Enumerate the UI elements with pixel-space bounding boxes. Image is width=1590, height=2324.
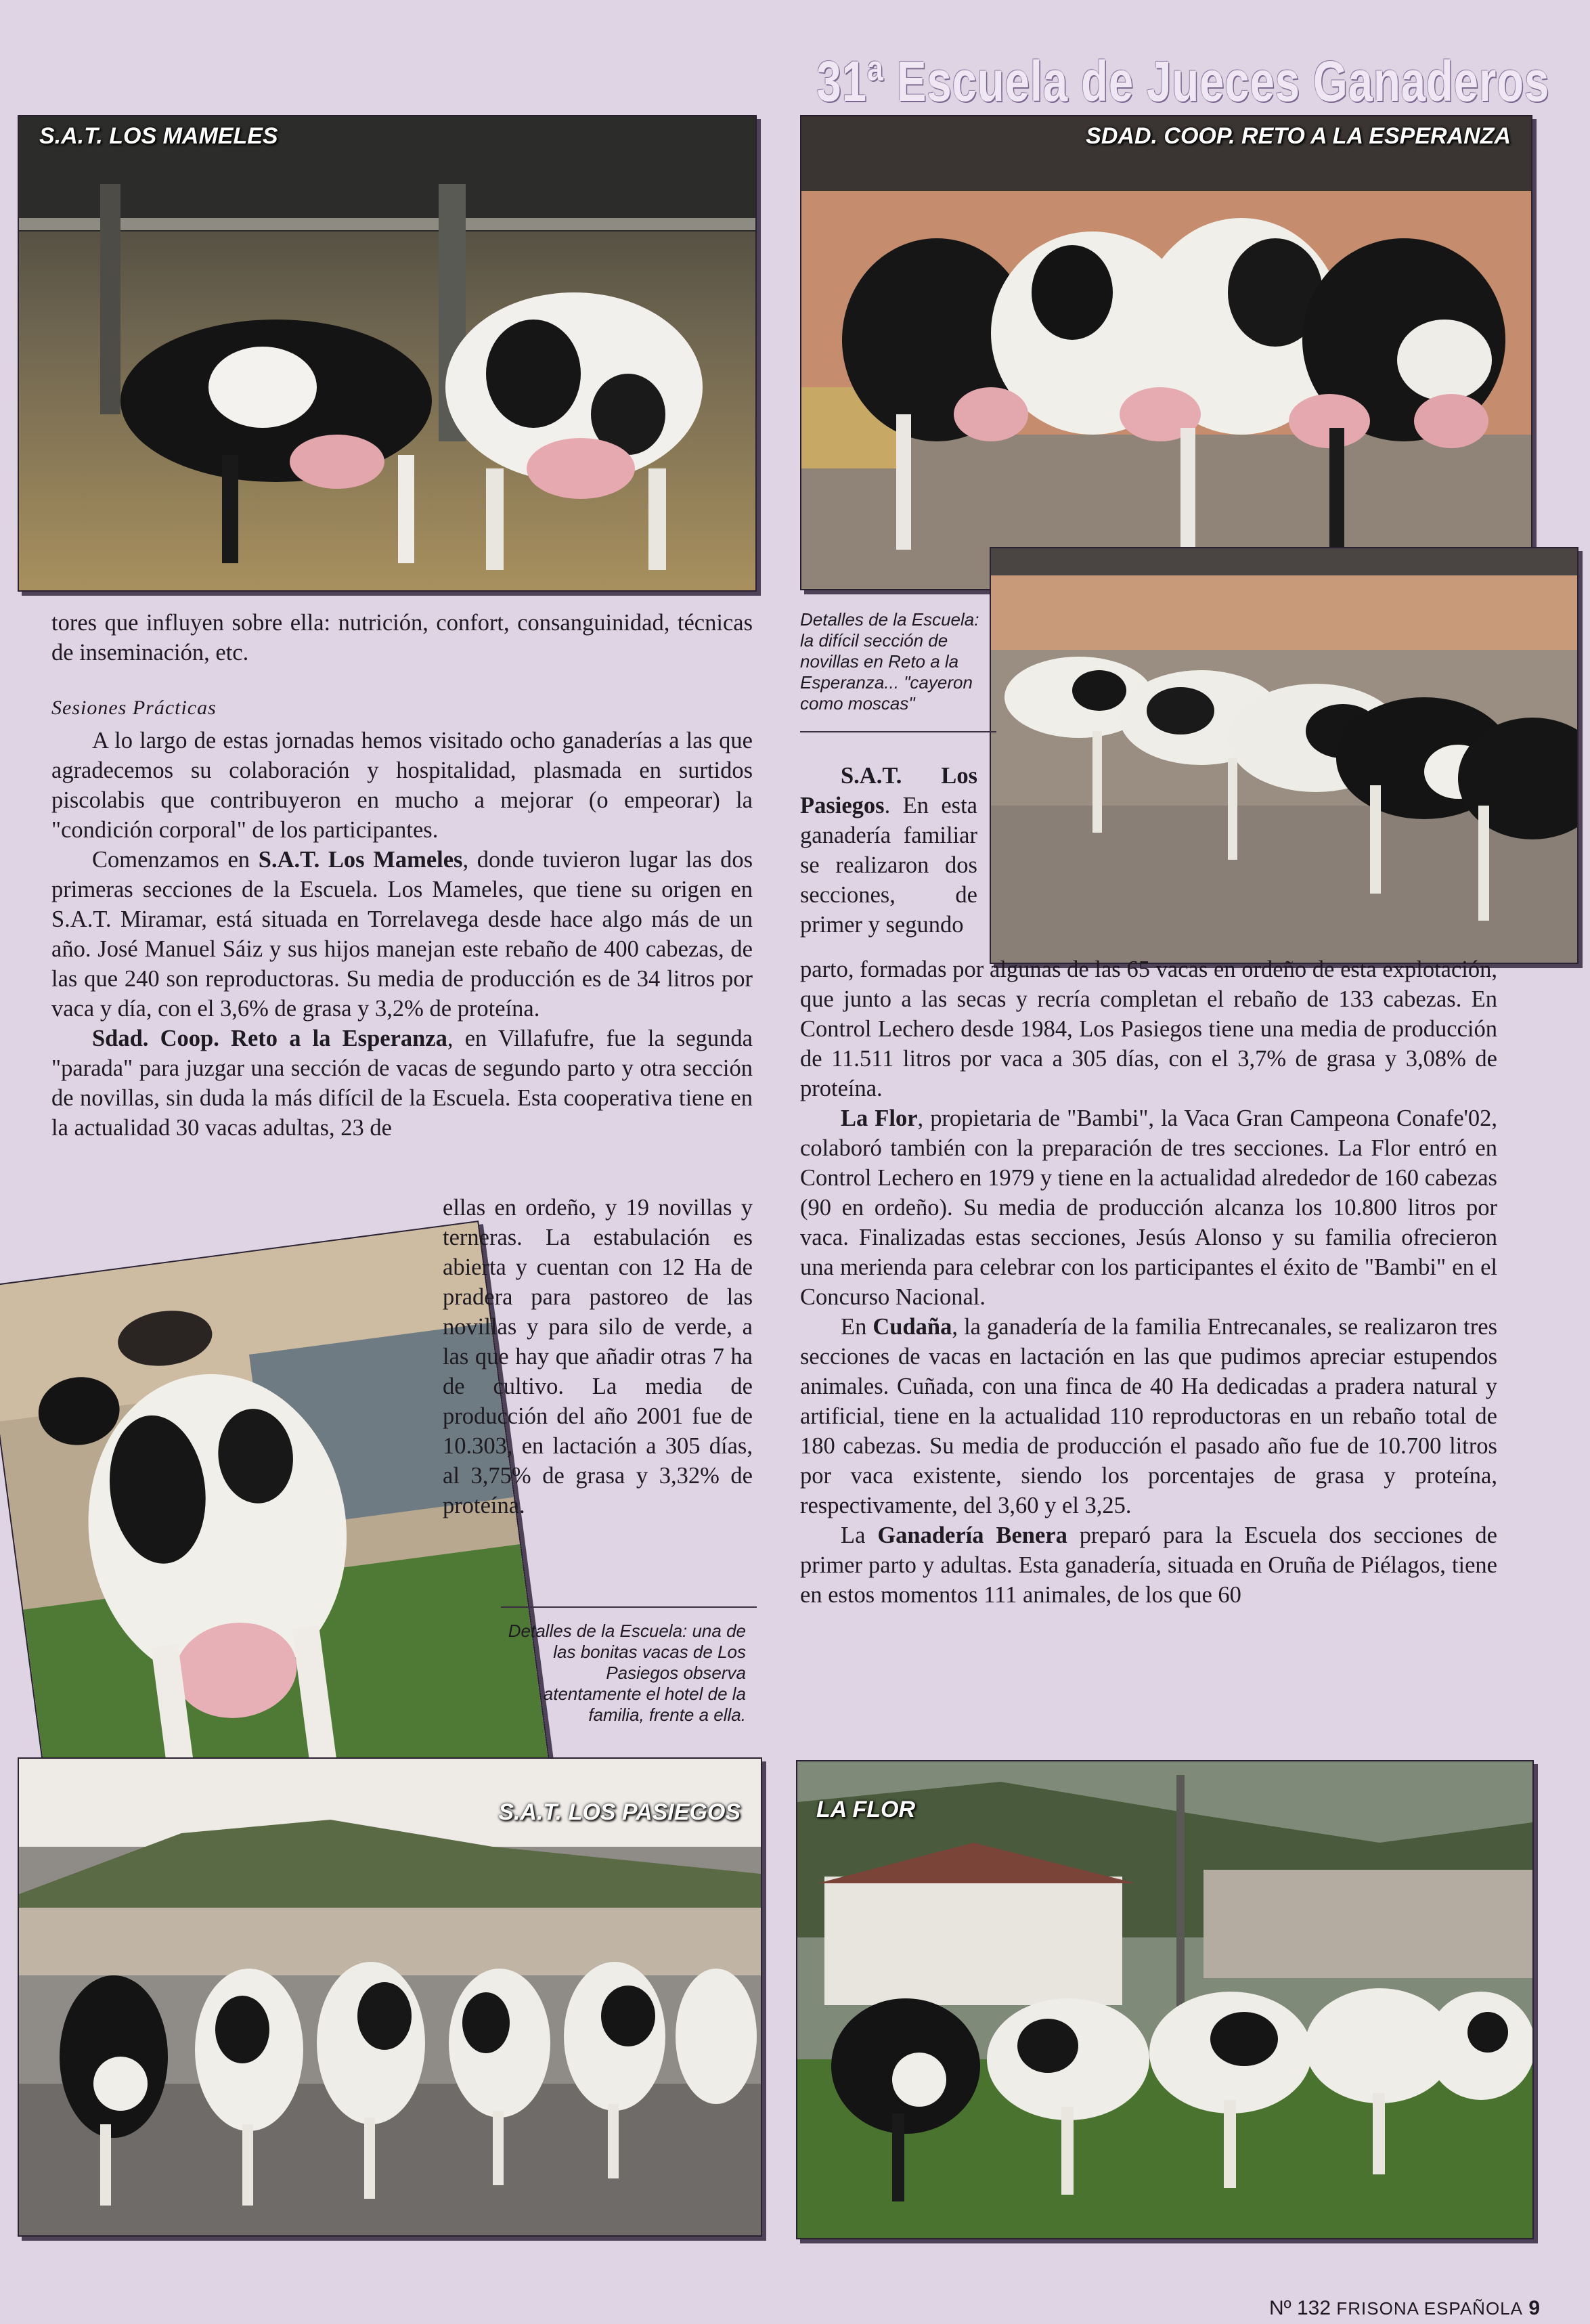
article-paragraph-6: En Cudaña, la ganadería de la familia Entrecanales, se realizaron tres secciones de vacas en lactación en las que pudimos apreciar estupendos animales. Cuñada, con una finca de 40 Ha dedicadas a pradera natural y artificial, tiene en la actualidad 110 reproductoras en un rebaño total de 180 cabezas. Su media de producción el pasado año fue de 10.700 litros por vaca existente, siendo los porcentajes de grasa y proteína, respectivamente, del 3,60 y el 3,25. <box>800 1314 1497 1518</box>
page-footer <box>1269 2298 1540 2319</box>
article-intro-paragraph: tores que influyen sobre ella: nutrición, confort, consanguinidad, técnicas de inseminación, etc. <box>51 610 753 665</box>
article-left-column <box>51 608 753 1143</box>
running-header: 31ª Escuela de Jueces Ganaderos <box>816 49 1549 113</box>
cows-ring-illustration <box>801 116 1531 589</box>
cows-yard-illustration <box>19 1759 761 2235</box>
photo-reto-esperanza <box>800 115 1532 590</box>
photo-los-pasiegos <box>18 1757 762 2237</box>
farm-name-benera: Ganadería Benera <box>877 1522 1067 1548</box>
farm-name-cudana: Cudaña <box>873 1314 952 1340</box>
article-paragraph-4: S.A.T. Los Pasiegos. En esta ganadería familiar se realizaron dos secciones, de primer y segundo <box>800 763 977 938</box>
issue-number: Nº 132 <box>1269 2297 1331 2319</box>
article-paragraph-7: La Ganadería Benera preparó para la Escuela dos secciones de primer parto y adultas. Esta ganadería, situada en Oruña de Piélagos, tiene en estos momentos 111 animales, de los que 60 <box>800 1522 1497 1608</box>
caption-rule-novillas <box>800 731 996 732</box>
photo-label-reto-esperanza: SDAD. COOP. RETO A LA ESPERANZA <box>1086 123 1511 149</box>
farm-name-la-flor: La Flor <box>841 1105 918 1131</box>
article-paragraph-5: La Flor, propietaria de "Bambi", la Vaca Gran Campeona Conafe'02, colaboró también con la preparación de tres secciones. La Flor entró en Control Lechero en 1979 y tiene en la actualidad alrededor de 160 cabezas (90 en ordeño). Su media de producción alcanza los 10.800 litros por vaca. Finalizadas estas secciones, Jesús Alonso y su familia ofrecieron una merienda para celebrar con los participantes el éxito de "Bambi" en el Concurso Nacional. <box>800 1105 1498 1310</box>
article-left-narrow-column <box>443 1193 753 1520</box>
heifers-illustration <box>991 548 1577 963</box>
photo-label-los-pasiegos: S.A.T. LOS PASIEGOS <box>498 1799 741 1825</box>
photo-label-la-flor: LA FLOR <box>816 1797 916 1822</box>
caption-rule-vaca <box>501 1606 757 1608</box>
article-paragraph-3: Sdad. Coop. Reto a la Esperanza, en Villafufre, fue la segunda "parada" para juzgar una sección de vacas de segundo parto y otra sección de novillas, sin duda la más difícil de la Escuela. Esta cooperativa tiene en la actualidad 30 vacas adultas, 23 de <box>51 1026 753 1141</box>
article-paragraph-4-continued: parto, formadas por algunas de las 65 vacas en ordeño de esta explotación, que junto a las secas y recría completan el rebaño de 133 cabezas. En Control Lechero desde 1984, Los Pasiegos tiene una media de producción de 11.511 litros por vaca a 305 días, con el 3,7% de grasa y 3,08% de proteína. <box>800 957 1497 1101</box>
caption-novillas: Detalles de la Escuela: la difícil sección de novillas en Reto a la Esperanza... "cayeron como moscas" <box>800 609 979 714</box>
photo-novillas-detail <box>990 547 1578 964</box>
cows-pasture-illustration <box>797 1761 1532 2238</box>
article-paragraph-3-continued: ellas en ordeño, y 19 novillas y terneras. La estabulación es abierta y cuentan con 12 Ha de pradera para pastoreo de las novillas y para silo de verde, a las que hay que añadir otras 7 ha de cultivo. La media de producción del año 2001 fue de 10.303, en lactación a 305 días, al 3,75% de grasa y 3,32% de proteína. <box>443 1195 753 1518</box>
photo-la-flor <box>796 1760 1534 2239</box>
caption-vaca: Detalles de la Escuela: una de las bonitas vacas de Los Pasiegos observa atentamente el hotel de la familia, frente a ella. <box>508 1621 746 1725</box>
cows-barn-illustration <box>19 116 755 590</box>
photo-label-los-mameles: S.A.T. LOS MAMELES <box>39 123 278 149</box>
article-paragraph-2: Comenzamos en S.A.T. Los Mameles, donde tuvieron lugar las dos primeras secciones de la Escuela. Los Mameles, que tiene su origen en S.A.T. Miramar, está situada en Torrelavega desde hace algo más de un año. José Manuel Sáiz y sus hijos manejan este rebaño de 400 cabezas, de las que 240 son reproductoras. Su media de producción es de 34 litros por vaca y día, con el 3,6% de grasa y 3,2% de proteína. <box>51 847 753 1022</box>
article-right-narrow-column <box>800 761 977 940</box>
page-number: 9 <box>1528 2297 1540 2319</box>
farm-name-los-mameles: S.A.T. Los Mameles <box>258 847 463 873</box>
photo-los-mameles <box>18 115 757 592</box>
section-heading-sesiones-practicas: Sesiones Prácticas <box>51 697 217 719</box>
article-paragraph-1: A lo largo de estas jornadas hemos visitado ocho ganaderías a las que agradecemos su colaboración y hospitalidad, plasmada en surtidos piscolabis que contribuyeron en mucho a mejorar (o empeorar) la "condición corporal" de los participantes. <box>51 728 753 843</box>
farm-name-los-pasiegos: S.A.T. Los Pasiegos <box>800 763 977 818</box>
article-right-column <box>800 955 1497 1610</box>
magazine-name: FRISONA ESPAÑOLA <box>1336 2298 1523 2319</box>
farm-name-reto-esperanza: Sdad. Coop. Reto a la Esperanza <box>92 1026 447 1051</box>
